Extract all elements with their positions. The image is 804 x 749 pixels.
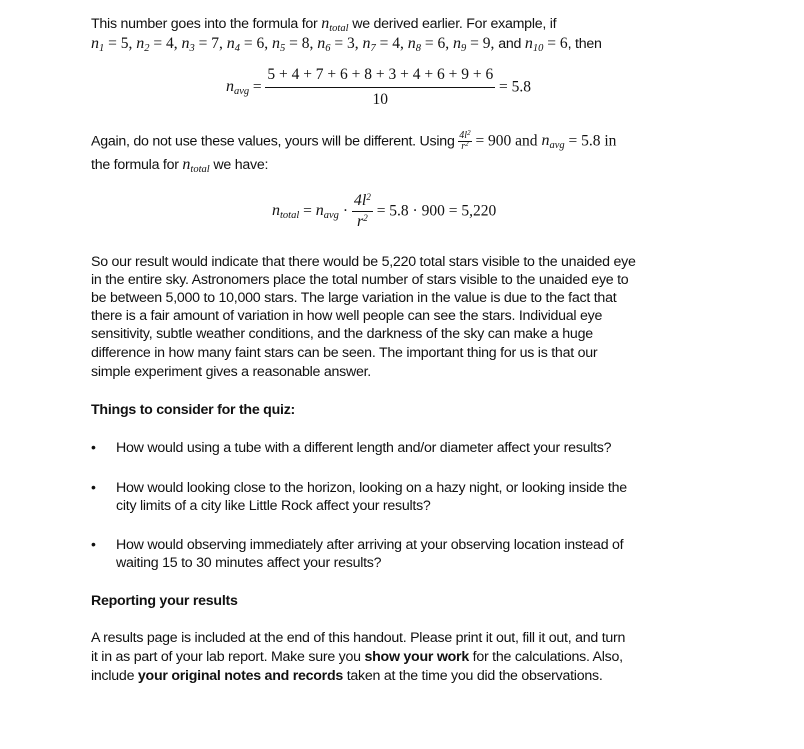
fraction xyxy=(265,66,495,109)
value: 8 xyxy=(301,35,310,52)
comma: , xyxy=(490,35,499,52)
fraction-4l2-r2 xyxy=(352,192,373,231)
example-value xyxy=(272,36,317,52)
report-line: A results page is included at the end of this handout. Please print it out, fill it out, and turn xyxy=(91,630,626,646)
subscript: 1 xyxy=(99,43,105,54)
n-symbol: $n_7$ xyxy=(362,35,376,54)
quiz-item-cont: city limits of a city like Little Rock affect your results? xyxy=(116,498,431,514)
para1-line2 xyxy=(91,35,602,53)
equals: = xyxy=(543,35,560,52)
n-symbol: $n_8$ xyxy=(407,35,421,54)
example-value xyxy=(317,36,362,52)
text: r xyxy=(356,213,364,230)
comma: , xyxy=(128,35,137,52)
exponent: 2 xyxy=(465,140,469,148)
para3-line: be between 5,000 to 10,000 stars. The large variation in the value is due to the fact that xyxy=(91,290,617,306)
para2-line2 xyxy=(91,156,268,174)
comma: , xyxy=(264,35,272,52)
quiz-item: How would observing immediately after arriving at your observing location instead of xyxy=(116,537,624,553)
equals: = xyxy=(299,202,316,220)
text: = 900 and xyxy=(471,132,542,150)
subscript: total xyxy=(190,164,210,175)
dot: · xyxy=(338,202,352,220)
quiz-item: How would looking close to the horizon, looking on a hazy night, or looking inside the xyxy=(116,480,627,496)
bullet-icon: • xyxy=(91,439,96,455)
report-line xyxy=(91,648,623,666)
subscript: avg xyxy=(323,210,339,222)
equals: = xyxy=(104,35,121,52)
emphasis: show your work xyxy=(364,649,469,665)
value: 6 xyxy=(559,35,568,52)
navg-symbol xyxy=(226,78,250,98)
subscript: 10 xyxy=(532,43,544,54)
example-values xyxy=(91,36,498,52)
text: for the calculations. Also, xyxy=(468,649,623,665)
n-total-symbol xyxy=(182,156,209,173)
n10-symbol: $n_{10}$ xyxy=(524,35,544,54)
text: taken at the time you did the observations. xyxy=(343,668,603,684)
example-value xyxy=(91,36,136,52)
n: n xyxy=(321,15,330,32)
text: 4l xyxy=(459,130,468,141)
quiz-item: How would using a tube with a different length and/or diameter affect your results? xyxy=(116,440,612,456)
equals: = xyxy=(285,35,302,52)
text: , then xyxy=(567,36,602,52)
para3-line: there is a fair amount of variation in how well people can see the stars. Individual eye xyxy=(91,308,603,324)
n: n xyxy=(226,78,234,96)
example-value xyxy=(408,36,453,52)
equation-ntotal xyxy=(272,192,496,231)
comma: , xyxy=(354,35,363,52)
value: 9 xyxy=(482,35,491,52)
n-symbol: $n_3$ xyxy=(181,35,195,54)
n: n xyxy=(272,202,280,220)
n-total-symbol xyxy=(321,15,348,32)
bullet-icon: • xyxy=(91,536,96,552)
bullet-icon: • xyxy=(91,479,96,495)
comma: , xyxy=(309,35,318,52)
subscript: 2 xyxy=(144,43,150,54)
value: 7 xyxy=(211,35,219,52)
n-symbol: $n_1$ xyxy=(91,35,105,54)
equals: = xyxy=(240,35,257,52)
subscript: avg xyxy=(549,140,565,152)
denominator xyxy=(460,142,469,152)
equals: = xyxy=(466,35,483,52)
subscript: 4 xyxy=(234,43,240,54)
text: r xyxy=(461,141,466,152)
n: n xyxy=(315,202,324,220)
comma: , xyxy=(219,35,227,52)
ntotal-symbol xyxy=(272,202,300,222)
text: it in as part of your lab report. Make sure you xyxy=(91,649,365,665)
subscript: avg xyxy=(234,86,250,98)
exponent: 2 xyxy=(363,213,368,223)
text: the formula for xyxy=(91,157,183,173)
result: = 5.8 · 900 = 5,220 xyxy=(372,202,497,220)
example-value xyxy=(363,36,408,52)
para3-line: difference in how many faint stars can be seen. The important thing for us is that our xyxy=(91,345,598,361)
example-value xyxy=(227,36,272,52)
equals: = xyxy=(421,35,438,52)
para3-line: So our result would indicate that there would be 5,220 total stars visible to the unaided eye xyxy=(91,254,636,270)
numerator xyxy=(352,192,373,212)
value: 5 xyxy=(120,35,129,52)
fraction-4l2-r2 xyxy=(458,131,471,152)
value: 6 xyxy=(437,35,446,52)
value: 4 xyxy=(166,35,174,52)
subscript: 9 xyxy=(461,43,467,54)
emphasis: your original notes and records xyxy=(137,668,344,684)
value: 4 xyxy=(392,35,400,52)
n: n xyxy=(541,132,550,150)
result: = 5.8 xyxy=(498,78,531,96)
equals: = xyxy=(330,35,347,52)
text: 4l xyxy=(353,192,367,209)
quiz-heading: Things to consider for the quiz: xyxy=(91,402,296,418)
quiz-item-cont: waiting 15 to 30 minutes affect your results? xyxy=(116,555,382,571)
text: we have: xyxy=(209,157,269,173)
equals: = xyxy=(194,35,212,52)
denominator: 10 xyxy=(372,91,389,108)
equals: = xyxy=(375,35,393,52)
para3-line: in the entire sky. Astronomers place the total number of stars visible to the unaided eye to xyxy=(91,272,629,288)
n: n xyxy=(182,156,191,173)
text: Again, do not use these values, yours will be different. Using xyxy=(91,133,459,150)
text: we derived earlier. For example, if xyxy=(348,16,557,32)
equation-navg xyxy=(226,66,531,109)
value: 3 xyxy=(347,35,355,52)
n-symbol: $n_6$ xyxy=(317,35,331,54)
report-line xyxy=(91,667,603,685)
report-heading: Reporting your results xyxy=(91,593,238,609)
para3-line: simple experiment gives a reasonable answer. xyxy=(91,364,371,380)
comma: , xyxy=(445,35,453,52)
subscript: 6 xyxy=(325,43,331,54)
comma: , xyxy=(173,35,182,52)
denominator xyxy=(357,212,368,231)
subscript: 7 xyxy=(370,43,376,54)
navg-symbol xyxy=(541,132,565,152)
para2-line1 xyxy=(91,131,616,152)
example-value xyxy=(453,36,498,52)
comma: , xyxy=(400,35,408,52)
navg-symbol xyxy=(315,202,339,222)
equals: = xyxy=(252,78,262,96)
para3-line: sensitivity, subtle weather conditions, and the darkness of the sky can make a huge xyxy=(91,326,593,342)
text: = 5.8 in xyxy=(564,132,617,150)
n-symbol: $n_4$ xyxy=(226,35,240,54)
exponent: 2 xyxy=(366,192,371,202)
value: 6 xyxy=(256,35,265,52)
n-symbol: $n_2$ xyxy=(136,35,150,54)
subscript: total xyxy=(329,23,349,34)
subscript: 3 xyxy=(189,43,195,54)
equals: = xyxy=(149,35,166,52)
subscript: 8 xyxy=(415,43,421,54)
n-symbol: $n_5$ xyxy=(272,35,286,54)
example-value xyxy=(182,36,227,52)
text: and xyxy=(498,36,522,52)
example-value xyxy=(136,36,181,52)
subscript: 5 xyxy=(280,43,286,54)
subscript: total xyxy=(280,210,300,222)
text: This number goes into the formula for xyxy=(91,16,322,32)
text: include xyxy=(91,668,138,684)
numerator: 5 + 4 + 7 + 6 + 8 + 3 + 4 + 6 + 9 + 6 xyxy=(265,66,495,88)
n-symbol: $n_9$ xyxy=(453,35,467,54)
para1-line1 xyxy=(91,15,556,33)
exponent: 2 xyxy=(467,129,471,137)
